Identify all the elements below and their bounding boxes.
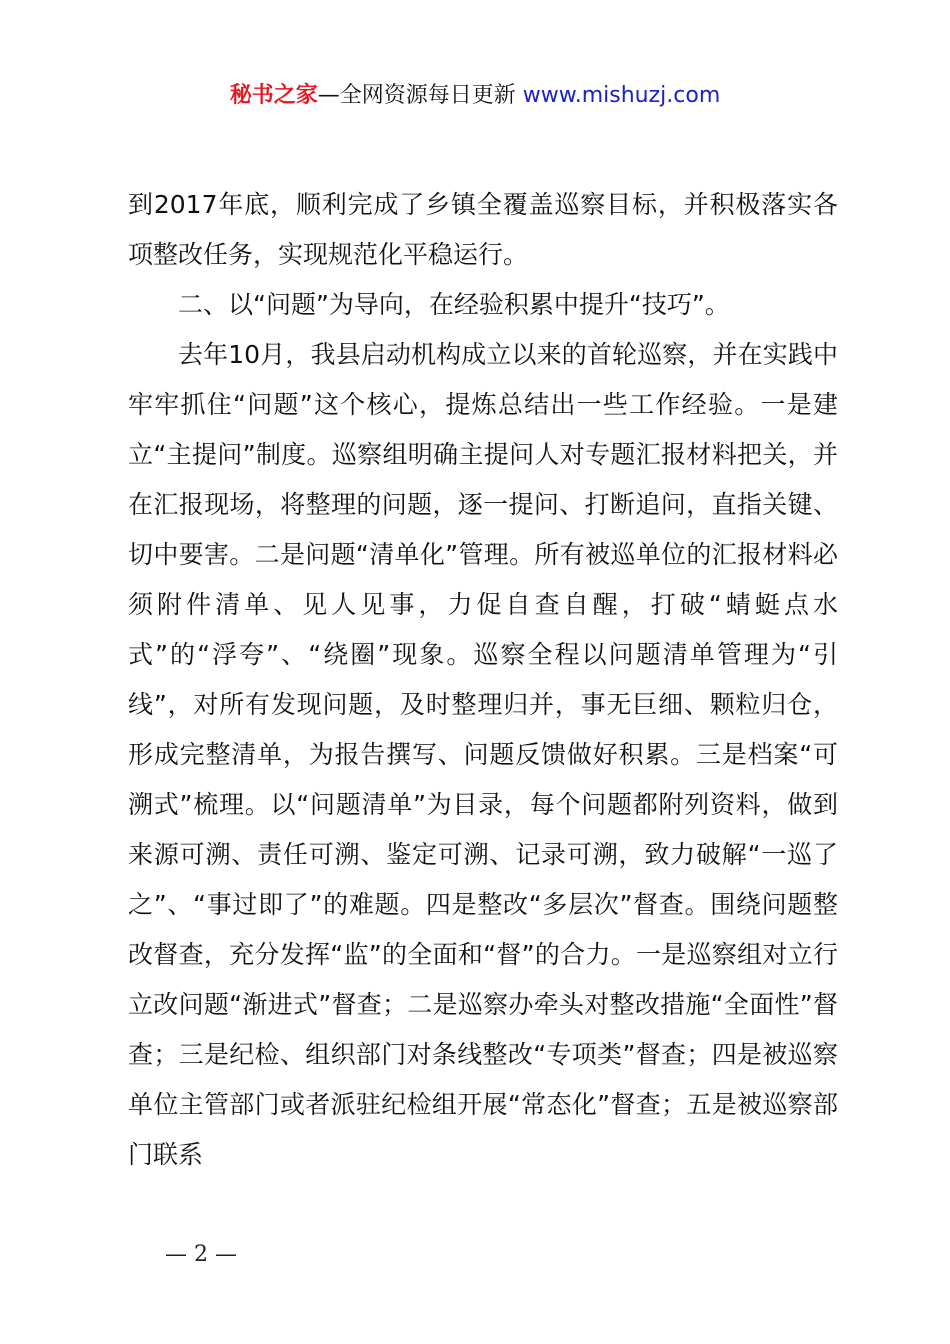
paragraph-main: 去年10月，我县启动机构成立以来的首轮巡察，并在实践中牢牢抓住“问题”这个核心，提炼总结出一些工作经验。一是建立“主提问”制度。巡察组明确主提问人对专题汇报材料把关，并在汇报现场，将整理的问题，逐一提问、打断追问，直指关键、切中要害。二是问题“清单化”管理。所有被巡单位的汇报材料必须附件清单、见人见事，力促自查自醒，打破“蜻蜓点水式”的“浮夸”、“绕圈”现象。巡察全程以问题清单管理为“引线”，对所有发现问题，及时整理归并，事无巨细、颗粒归仓，形成完整清单，为报告撰写、问题反馈做好积累。三是档案“可溯式”梳理。以“问题清单”为目录，每个问题都附列资料，做到来源可溯、责任可溯、鉴定可溯、记录可溯，致力破解“一巡了之”、“事过即了”的难题。四是整改“多层次”督查。围绕问题整改督查，充分发挥“监”的全面和“督”的合力。一是巡察组对立行立改问题“渐进式”督查；二是巡察办牵头对整改措施“全面性”督查；三是纪检、组织部门对条线整改“专项类”督查；四是被巡察单位主管部门或者派驻纪检组开展“常态化”督查；五是被巡察部门联系 [128, 340, 838, 1169]
site-brand: 秘书之家 [229, 83, 318, 108]
site-tagline: —全网资源每日更新 [317, 83, 516, 108]
paragraph-continuation: 到2017年底，顺利完成了乡镇全覆盖巡察目标，并积极落实各项整改任务，实现规范化平稳运行。 [128, 190, 838, 269]
site-url-link[interactable]: www.mishuzj.com [522, 83, 721, 108]
document-body [128, 180, 838, 1180]
page-number: — 2 — [165, 1242, 237, 1267]
section-heading: 二、以“问题”为导向，在经验积累中提升“技巧”。 [178, 290, 730, 319]
site-header [0, 80, 950, 112]
